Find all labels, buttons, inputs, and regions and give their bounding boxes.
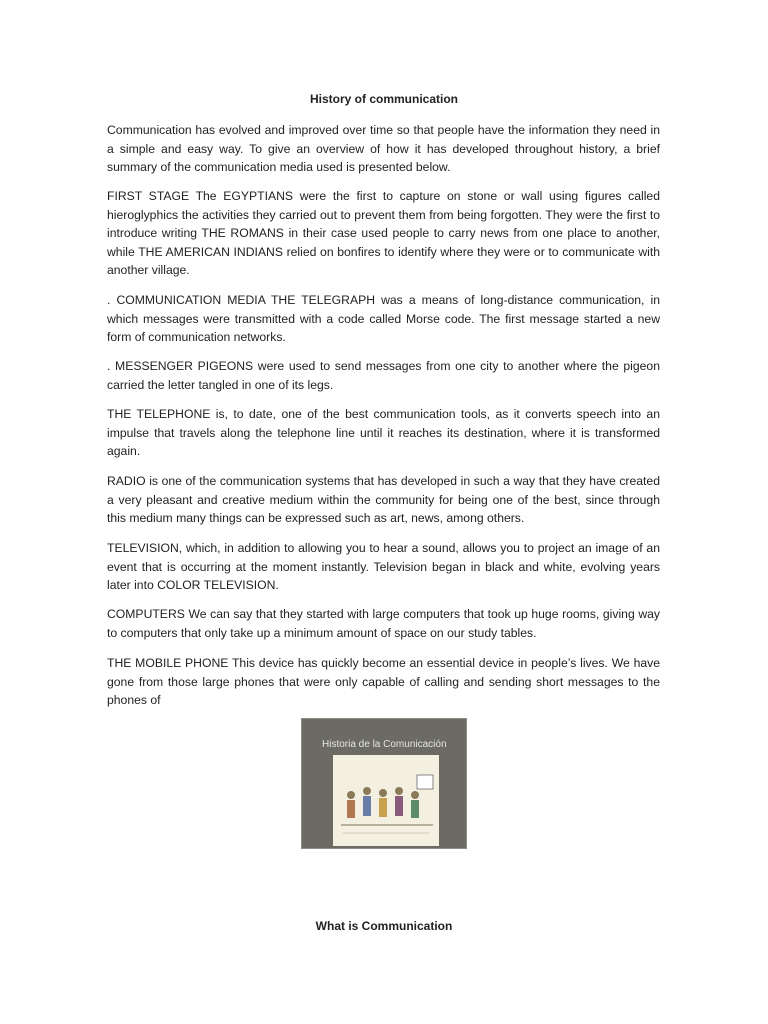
figure-title: Historia de la Comunicación [322,739,447,750]
paragraph-first-stage: FIRST STAGE The EGYPTIANS were the first to capture on stone or wall using figures called hieroglyphics the activities they carried out to prevent them from being forgotten. They were the first to introduce writing THE ROMANS in their case used people to carry news from one place to another, while THE AMERICAN INDIANS relied on bonfires to identify where they were or to communicate with another village. [107,189,660,278]
document-title: History of communication [309,92,458,106]
cartoon-drawing [333,755,439,846]
paragraph-telephone: THE TELEPHONE is, to date, one of the best communication tools, as it converts speech into an impulse that travels along the telephone line until it reaches its destination, where it is transformed again. [107,407,660,459]
paragraph-computers: COMPUTERS We can say that they started with large computers that took up huge rooms, giving way to computers that only take up a minimum amount of space on our study tables. [107,607,660,640]
history-figure [301,718,467,849]
paragraph-television: TELEVISION, which, in addition to allowing you to hear a sound, allows you to project an image of an event that is occurring at the moment instantly. Television began in black and white, evolving years later into COLOR TELEVISION. [107,541,660,593]
paragraph-pigeons: . MESSENGER PIGEONS were used to send messages from one city to another where the pigeon carried the letter tangled in one of its legs. [107,359,660,392]
communication-cartoon-image [333,755,439,846]
section-heading: What is Communication [315,919,453,933]
paragraph-radio: RADIO is one of the communication systems that has developed in such a way that they have created a very pleasant and creative medium within the community for being one of the best, since through this medium many things can be expressed such as art, news, among others. [107,474,660,526]
paragraph-mobile-phone: THE MOBILE PHONE This device has quickly become an essential device in people’s lives. We have gone from those large phones that were only capable of calling and sending short messages to the phones of [107,656,660,708]
paragraph-intro: Communication has evolved and improved over time so that people have the information they need in a simple and easy way. To give an overview of how it has developed throughout history, a brief summary of the communication media used is presented below. [107,123,660,175]
paragraph-telegraph: . COMMUNICATION MEDIA THE TELEGRAPH was a means of long-distance communication, in which messages were transmitted with a code called Morse code. The first message started a new form of communication networks. [107,293,660,345]
